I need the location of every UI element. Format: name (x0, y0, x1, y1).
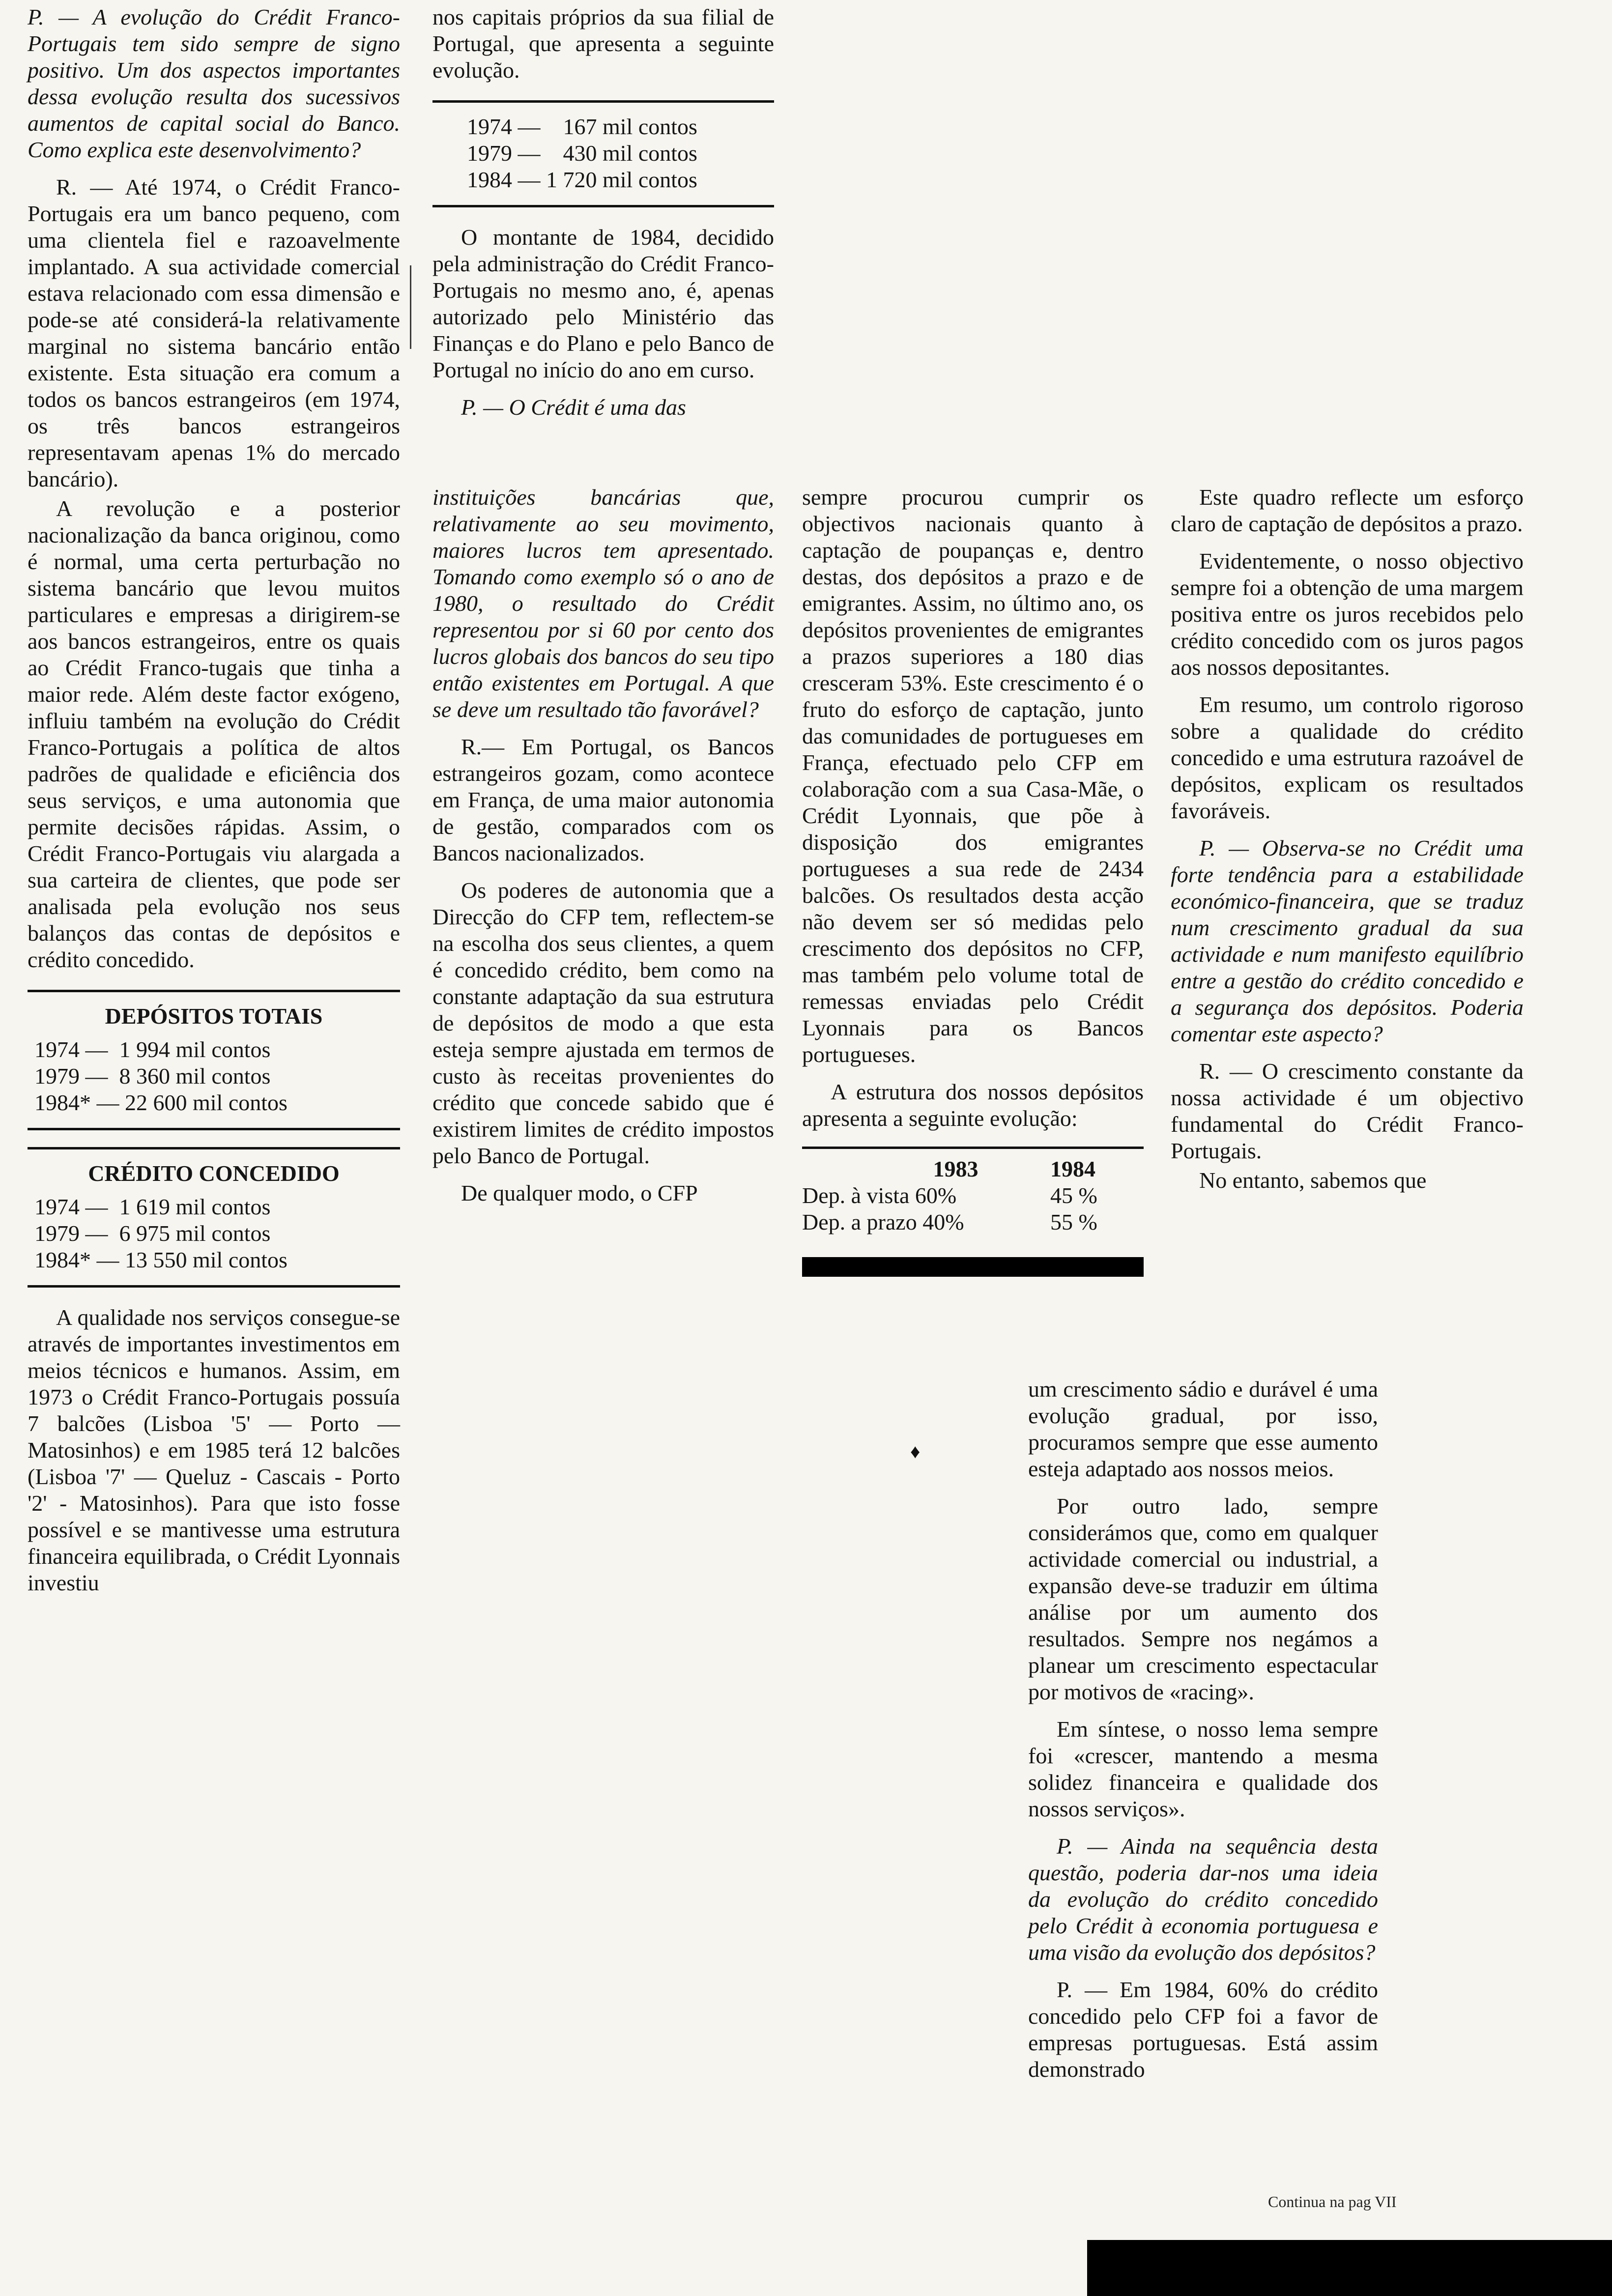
answer-paragraph: R. — Até 1974, o Crédit Franco-Portugais era um banco pequeno, com uma clientela fiel e razoavelmente implantado. A sua actividade comercial estava relacionado com essa dimensão e pode-se até considerá-la relativamente marginal no sistema bancário então existente. Esta situação era comum a todos os bancos estrangeiros (em 1974, os três bancos estrangeiros representavam apenas 1% do mercado bancário). (28, 174, 400, 491)
paragraph: nos capitais próprios da sua filial de Portugal, que apresenta a seguinte evolução. (432, 4, 774, 83)
paragraph: Evidentemente, o nosso objectivo sempre foi a obtenção de uma margem positiva entre os juros recebidos pelo crédito concedido com os juros pagos aos nossos depositantes. (1171, 548, 1524, 680)
question-paragraph: P. — Ainda na sequência desta questão, poderia dar-nos uma ideia da evolução do crédito concedido pelo Crédit à economia portuguesa e uma visão da evolução dos depósitos? (1028, 1834, 1378, 1965)
table-row: 1974 — 1 619 mil contos (34, 1194, 271, 1219)
table-header-cell: 1983 (933, 1156, 979, 1181)
article-column-1 (28, 4, 400, 1599)
paragraph: Este quadro reflecte um esforço claro de captação de depósitos a prazo. (1171, 485, 1524, 536)
table-row: 1979 — 6 975 mil contos (34, 1221, 271, 1246)
table-title: DEPÓSITOS TOTAIS (105, 1004, 323, 1029)
table-header-cell: 1984 (1050, 1156, 1095, 1181)
table-row: 1974 — 167 mil contos (467, 114, 697, 139)
table-cell: 45 % (1050, 1183, 1097, 1208)
deposit-structure-table (802, 1147, 1144, 1244)
capital-evolution-table (432, 100, 774, 207)
article-column-4 (1171, 484, 1524, 1197)
table-row: 1974 — 1 994 mil contos (34, 1037, 271, 1062)
paragraph: O montante de 1984, decidido pela administração do Crédit Franco-Portugais no mesmo ano, é, apenas autorizado pelo Ministério das Finanças e do Plano e pelo Banco de Portugal no início do ano em curso. (432, 225, 774, 382)
article-column-3 (802, 484, 1144, 1277)
question-paragraph: P. — A evolução do Crédit Franco-Portugais tem sido sempre de signo positivo. Um dos aspectos importantes dessa evolução resulta dos sucessivos aumentos de capital social do Banco. Como explica este desenvolvimento? (28, 4, 400, 162)
table-row: 1984 — 1 720 mil contos (467, 167, 697, 192)
paragraph: Em síntese, o nosso lema sempre foi «crescer, mantendo a mesma solidez financeira e qualidade dos nossos serviços». (1028, 1717, 1378, 1821)
scan-bar (802, 1257, 1144, 1277)
article-column-bottom (1028, 1376, 1378, 2086)
depositos-totais-table (28, 990, 400, 1130)
paragraph: De qualquer modo, o CFP (461, 1180, 698, 1205)
answer-paragraph: R.— Em Portugal, os Bancos estrangeiros gozam, como acontece em França, de uma maior autonomia de gestão, comparados com os Bancos nacionalizados. (432, 734, 774, 865)
table-title: CRÉDITO CONCEDIDO (88, 1161, 340, 1186)
paragraph: A qualidade nos serviços consegue-se através de importantes investimentos em meios técnicos e humanos. Assim, em 1973 o Crédit Franco-Portugais possuía 7 balcões (Lisboa '5' — Porto — Matosinhos) e em 1985 terá 12 balcões (Lisboa '7' — Queluz - Cascais - Porto '2' - Matosinhos). Para que isto fosse possível e se mantivesse uma estrutura financeira equilibrada, o Crédit Lyonnais investiu (28, 1305, 400, 1595)
credito-concedido-table (28, 1147, 400, 1288)
diamond-mark: ♦ (910, 1440, 921, 1463)
paragraph: um crescimento sádio e durável é uma evolução gradual, por isso, procuramos sempre que esse aumento esteja adaptado aos nossos meios. (1028, 1377, 1378, 1481)
column-divider-artifact (410, 265, 411, 349)
table-cell: Dep. a prazo 40% (802, 1209, 964, 1234)
table-header-row (802, 1156, 1144, 1182)
paragraph: Por outro lado, sempre considerámos que, como em qualquer actividade comercial ou industrial, a expansão deve-se traduzir em última análise por um aumento dos resultados. Sempre nos negámos a planear um crescimento espectacular por motivos de «racing». (1028, 1493, 1378, 1704)
table-row (802, 1182, 1144, 1209)
answer-paragraph: R. — O crescimento constante da nossa actividade é um objectivo fundamental do Crédit Franco-Portugais. (1171, 1059, 1524, 1163)
table-row (802, 1209, 1144, 1235)
continuation-note: Continua na pag VII (1268, 2193, 1397, 2210)
table-row: 1984* — 22 600 mil contos (34, 1090, 288, 1115)
article-column-2-bottom (432, 484, 774, 1209)
article-column-2-top (432, 4, 774, 424)
paragraph: No entanto, sabemos que (1199, 1168, 1427, 1193)
question-paragraph: P. — O Crédit é uma das (461, 395, 686, 420)
scan-bar-bottom (1087, 2240, 1612, 2296)
paragraph: sempre procurou cumprir os objectivos nacionais quanto à captação de poupanças e, dentro destas, dos depósitos a prazo e de emigrantes. Assim, no último ano, os depósitos provenientes de emigrantes a prazos superiores a 180 dias cresceram 53%. Este crescimento é o fruto do esforço de captação, junto das comunidades de portugueses em França, efectuado pelo CFP em colaboração com a sua Casa-Mãe, o Crédit Lyonnais, que põe à disposição dos emigrantes portugueses a sua rede de 2434 balcões. Os resultados desta acção não devem ser só medidas pelo crescimento dos depósitos no CFP, mas também pelo volume total de remessas enviadas pelo Crédit Lyonnais para os Bancos portugueses. (802, 485, 1144, 1067)
table-row: 1979 — 430 mil contos (467, 141, 697, 166)
table-row: 1984* — 13 550 mil contos (34, 1247, 288, 1272)
table-cell: Dep. à vista 60% (802, 1183, 957, 1208)
paragraph: A revolução e a posterior nacionalização da banca originou, como é normal, uma certa perturbação no sistema bancário que levou muitos particulares e empresas a dirigirem-se aos bancos estrangeiros, entre os quais ao Crédit Franco-tugais que tinha a maior rede. Além deste factor exógeno, influiu também na evolução do Crédit Franco-Portugais a política de altos padrões de qualidade e eficiência dos seus serviços, e uma autonomia que permite decisões rápidas. Assim, o Crédit Franco-Portugais viu alargada a sua carteira de clientes, que pode ser analisada pela evolução nos seus balanços das contas de depósitos e crédito concedido. (28, 496, 400, 972)
question-paragraph: instituições bancárias que, relativamente ao seu movimento, maiores lucros tem apresentado. Tomando como exemplo só o ano de 1980, o resultado do Crédit representou por si 60 por cento dos lucros globais dos bancos do seu tipo então existentes em Portugal. A que se deve um resultado tão favorável? (432, 485, 774, 722)
table-cell: 55 % (1050, 1209, 1097, 1234)
question-paragraph: P. — Observa-se no Crédit uma forte tendência para a estabilidade económico-financeira, que se traduz num crescimento gradual da sua actividade e num manifesto equilíbrio entre a gestão do crédito concedido e a segurança dos depósitos. Poderia comentar este aspecto? (1171, 835, 1524, 1046)
paragraph: Os poderes de autonomia que a Direcção do CFP tem, reflectem-se na escolha dos seus clientes, a quem é concedido crédito, bem como na constante adaptação da sua estrutura de depósitos de modo a que esta esteja sempre ajustada em termos de custo às receitas provenientes do crédito que concede sabido que é existirem limites de crédito impostos pelo Banco de Portugal. (432, 878, 774, 1168)
table-row: 1979 — 8 360 mil contos (34, 1063, 271, 1089)
paragraph: Em resumo, um controlo rigoroso sobre a qualidade do crédito concedido e uma estrutura razoável de depósitos, explicam os resultados favoráveis. (1171, 692, 1524, 823)
paragraph: A estrutura dos nossos depósitos apresenta a seguinte evolução: (802, 1079, 1144, 1131)
paragraph: P. — Em 1984, 60% do crédito concedido pelo CFP foi a favor de empresas portuguesas. Está assim demonstrado (1028, 1977, 1378, 2082)
